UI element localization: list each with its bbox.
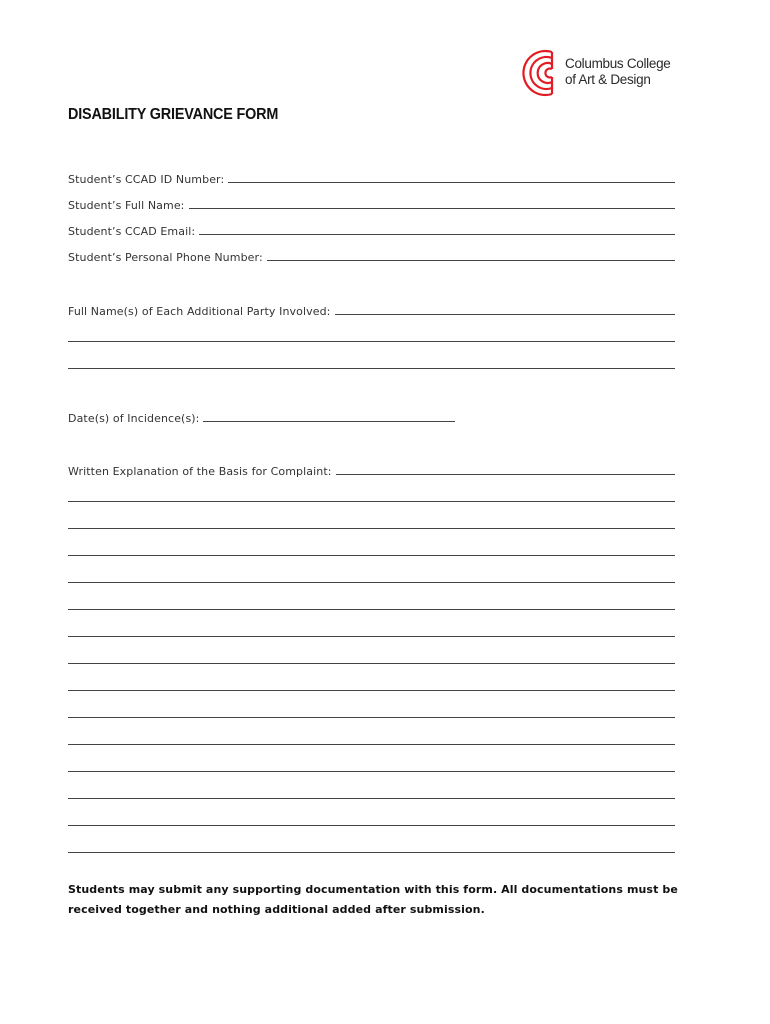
submission-note: Students may submit any supporting documentation with this form. All documentations must be received together and nothing additional added after submission. <box>68 883 678 916</box>
dates-field[interactable] <box>68 407 455 425</box>
ccad-logo-mark-icon <box>520 46 560 100</box>
ccad-logo <box>520 46 680 100</box>
phone-line[interactable] <box>267 260 675 261</box>
explanation-blank-line[interactable] <box>68 852 675 853</box>
explanation-blank-line[interactable] <box>68 717 675 718</box>
explanation-blank-line[interactable] <box>68 636 675 637</box>
explanation-blank-line[interactable] <box>68 825 675 826</box>
additional-parties-line[interactable] <box>335 314 676 315</box>
explanation-blank-line[interactable] <box>68 690 675 691</box>
logo-wordmark <box>565 56 671 88</box>
phone-field[interactable] <box>68 246 675 264</box>
ccad-email-line[interactable] <box>199 234 675 235</box>
explanation-blank-line[interactable] <box>68 744 675 745</box>
full-name-field[interactable] <box>68 194 675 212</box>
ccad-email-field[interactable] <box>68 220 675 238</box>
phone-label: Student’s Personal Phone Number: <box>68 251 263 264</box>
additional-parties-blank-line[interactable] <box>68 368 675 369</box>
page-title: DISABILITY GRIEVANCE FORM <box>68 106 279 123</box>
full-name-label: Student’s Full Name: <box>68 199 185 212</box>
explanation-blank-line[interactable] <box>68 582 675 583</box>
dates-line[interactable] <box>203 421 455 422</box>
explanation-field[interactable] <box>68 460 675 478</box>
explanation-blank-line[interactable] <box>68 663 675 664</box>
explanation-blank-line[interactable] <box>68 771 675 772</box>
explanation-blank-line[interactable] <box>68 555 675 556</box>
explanation-label: Written Explanation of the Basis for Complaint: <box>68 465 332 478</box>
logo-line-2: of Art & Design <box>565 72 651 87</box>
ccad-id-label: Student’s CCAD ID Number: <box>68 173 225 186</box>
explanation-line[interactable] <box>336 474 675 475</box>
logo-line-1: Columbus College <box>565 56 671 71</box>
ccad-id-field[interactable] <box>68 168 675 186</box>
explanation-blank-line[interactable] <box>68 528 675 529</box>
explanation-blank-line[interactable] <box>68 501 675 502</box>
additional-parties-field[interactable] <box>68 300 675 318</box>
dates-label: Date(s) of Incidence(s): <box>68 412 200 425</box>
additional-parties-blank-line[interactable] <box>68 341 675 342</box>
ccad-id-line[interactable] <box>228 182 675 183</box>
explanation-blank-line[interactable] <box>68 798 675 799</box>
explanation-blank-line[interactable] <box>68 609 675 610</box>
full-name-line[interactable] <box>189 208 676 209</box>
additional-parties-label: Full Name(s) of Each Additional Party Involved: <box>68 305 331 318</box>
ccad-email-label: Student’s CCAD Email: <box>68 225 196 238</box>
